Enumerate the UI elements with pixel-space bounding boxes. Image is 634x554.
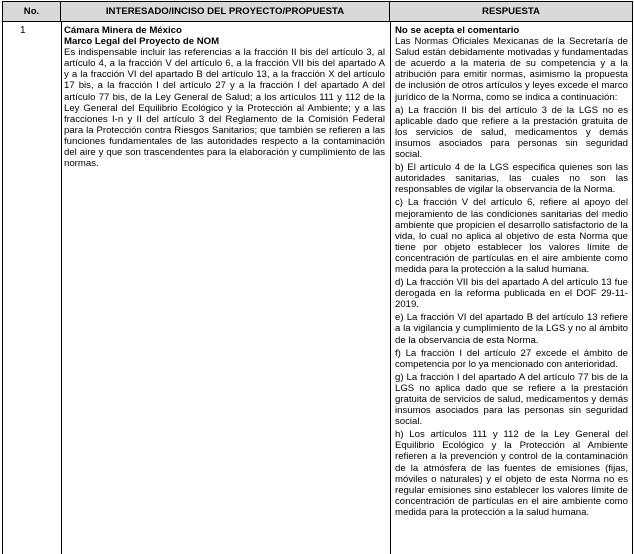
- row-number: 1: [20, 25, 26, 36]
- respuesta-item-e: e) La fracción VI del apartado B del artículo 13 refiere a la vigilancia y cumplimiento de la LGS y no al ámbito de la observancia de esta Norma.: [395, 312, 628, 346]
- respuesta-item-g: g) La fracción I del apartado A del artículo 77 bis de la LGS no aplica dado que se refiere a la prestación gratuita de servicios de salud, medicamentos y demás insumos asociados para las personas sin seguridad social.: [395, 371, 628, 428]
- header-interesado: INTERESADO/INCISO DEL PROYECTO/PROPUESTA: [61, 1, 390, 22]
- interesado-org: Cámara Minera de México: [64, 25, 182, 36]
- respuesta-intro: Las Normas Oficiales Mexicanas de la Secretaría de Salud están debidamente motivadas y fundamentadas de acuerdo a la materia de su competencia y a la atribución para emitir normas, asimismo la propuesta de inclusión de otros artículos y leyes excede el marco jurídico de la Norma, como se indica a continuación:: [395, 36, 628, 103]
- respuesta-cell: [395, 25, 628, 518]
- interesado-subtitle: Marco Legal del Proyecto de NOM: [64, 36, 220, 48]
- column-divider-1: [61, 22, 62, 554]
- column-divider-2: [390, 22, 391, 554]
- respuesta-item-f: f) La fracción I del artículo 27 excede el ámbito de competencia por lo ya mencionado con anterioridad.: [395, 347, 628, 370]
- respuesta-item-h: h) Los artículos 111 y 112 de la Ley General del Equilibrio Ecológico y la Protección al Ambiente refieren a la prevención y control de la contaminación de la atmósfera de las fuentes de emisiones (fijas, móviles o naturales) y el objeto de esta Norma no es regular emisiones sino establecer los valores límite de concentración de partículas en el aire ambiente como medida para la protección a la salud humana.: [395, 429, 628, 518]
- header-no: No.: [2, 1, 61, 22]
- respuesta-title: No se acepta el comentario: [395, 25, 520, 36]
- table-border-right: [632, 22, 633, 554]
- respuesta-item-b: b) El artículo 4 de la LGS especifica quienes son las autoridades sanitarias, las cuales no son las responsables de vigilar la observancia de la Norma.: [395, 162, 628, 196]
- respuesta-item-c: c) La fracción V del artículo 6, refiere al apoyo del mejoramiento de las condiciones sanitarias del medio ambiente que propicien el desarrollo satisfactorio de la vida, lo cual no aplica al objetivo de esta Norma que tiene por objeto establecer los valores límite de concentración de partículas en el aire ambiente como medida para la protección a la salud humana.: [395, 197, 628, 275]
- respuesta-item-d: d) La fracción VII bis del apartado A del artículo 13 fue derogada en la reforma publicada en el DOF 29-11-2019.: [395, 277, 628, 311]
- respuesta-item-a: a) La fracción II bis del artículo 3 de la LGS no es aplicable dado que refiere a la prestación gratuita de los servicios de salud, medicamentos y demás insumos asociados para personas sin seguridad social.: [395, 104, 628, 161]
- header-respuesta: RESPUESTA: [390, 1, 633, 22]
- interesado-body: Es indispensable incluir las referencias a la fracción II bis del artículo 3, al artículo 4, a la fracción V del artículo 6, a la fracción VII bis del apartado A y a la fracción VI del apartado B del artículo 13, a la fracción X del artículo 17 bis, a la fracción I del artículo 27 y a la fracción I del apartado A del artículo 77 bis, de la Ley General de Salud; a los artículos 111 y 112 de la Ley General del Equilibrio Ecológico y la Protección al Ambiente; y a las fracciones I-n y II del artículo 3 del Reglamento de la Comisión Federal para la Protección contra Riesgos Sanitarios; que también se refieren a las funciones fundamentales de las autoridades respecto a la contaminación del aire y que son trascendentes para la elaboración y cumplimiento de las normas.: [64, 47, 385, 170]
- interesado-cell: [64, 25, 385, 169]
- table-border-left: [2, 22, 3, 554]
